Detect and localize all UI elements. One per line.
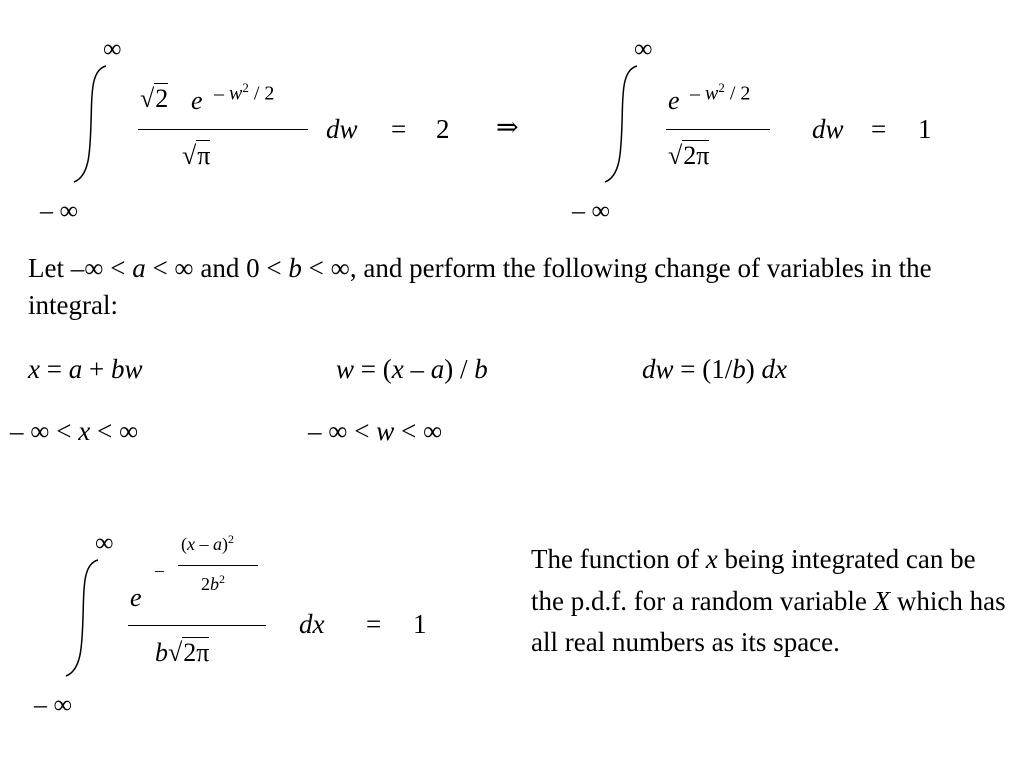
lower-limit: – ∞ <box>34 690 73 719</box>
numerator <box>140 86 168 112</box>
range-x: – ∞ < x < ∞ <box>10 416 139 446</box>
exp-base: e <box>191 86 203 115</box>
fraction-bar <box>138 129 308 130</box>
exponent-fraction-bar <box>178 565 258 566</box>
upper-limit: ∞ <box>103 34 122 63</box>
implies-arrow: ⇒ <box>496 112 519 142</box>
range-w: – ∞ < w < ∞ <box>308 416 443 446</box>
denominator <box>668 143 709 169</box>
exponent: – $w^2 / 2$ <box>690 80 751 105</box>
lower-limit: – ∞ <box>572 196 611 225</box>
note-paragraph: The function of x being integrated can be the p.d.f. for a random variable X which has all real numbers as its space. <box>531 544 1006 657</box>
substitution-w: w = (x – a) / b <box>336 354 488 384</box>
differential: dx <box>299 609 325 639</box>
radicand: 2π <box>183 638 210 667</box>
integral-sign <box>58 552 108 682</box>
exponent-numerator: (x – a)$^2$ <box>181 532 234 554</box>
upper-limit: ∞ <box>634 34 653 63</box>
intro-paragraph: Let –∞ < a < ∞ and 0 < b < ∞, and perform the following change of variables in the integral: <box>28 253 932 320</box>
fraction-bar <box>666 129 770 130</box>
exp-base: e <box>130 583 142 612</box>
radical-sign: √ <box>140 84 155 113</box>
denominator <box>182 143 210 169</box>
exp-base: e <box>668 86 680 115</box>
equals-sign: = <box>871 114 887 144</box>
substitution-x: x = a + bw <box>28 354 143 384</box>
exponent-denominator: $2b^2$ <box>201 572 225 594</box>
exponent: – $w^2 / 2$ <box>214 80 275 105</box>
radical-sign: √ <box>182 141 197 170</box>
integral-sign <box>66 58 116 188</box>
radical-sign: √ <box>168 638 183 667</box>
rhs-value: 1 <box>413 609 427 639</box>
differential: dw <box>812 114 844 144</box>
radicand: 2π <box>683 141 710 170</box>
equals-sign: = <box>391 114 407 144</box>
radicand: 2 <box>155 84 169 113</box>
equals-sign: = <box>366 609 382 639</box>
lower-limit: – ∞ <box>40 196 79 225</box>
upper-limit: ∞ <box>95 528 114 557</box>
radicand: π <box>197 141 211 170</box>
integral-sign <box>597 58 647 188</box>
exponent-sign: – <box>155 560 164 580</box>
differential: dw <box>326 114 358 144</box>
rhs-value: 1 <box>918 114 932 144</box>
radical-sign: √ <box>668 141 683 170</box>
fraction-bar <box>128 625 266 626</box>
denominator: b√2π <box>155 638 210 667</box>
rhs-value: 2 <box>436 114 450 144</box>
substitution-dw: dw = (1/b) dx <box>642 354 787 384</box>
